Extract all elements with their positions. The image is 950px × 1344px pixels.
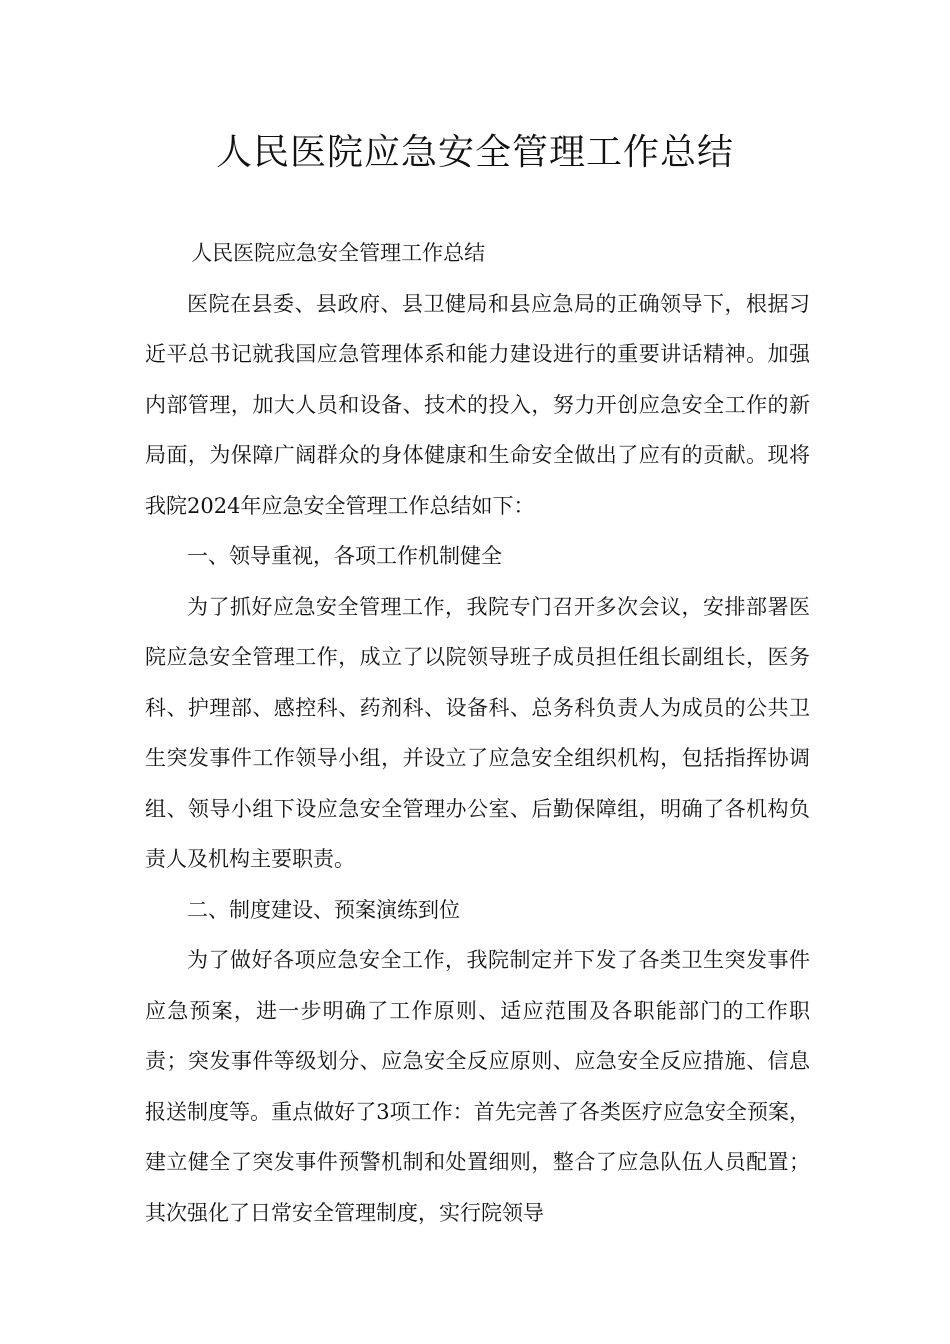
section-2-paragraph: 为了做好各项应急安全工作，我院制定并下发了各类卫生突发事件应急预案，进一步明确了工作原则、适应范围及各职能部门的工作职责；突发事件等级划分、应急安全反应原则、应急安全反应措施、信息报送制度等。重点做好了3项工作：首先完善了各类医疗应急安全预案，建立健全了突发事件预警机制和处置细则，整合了应急队伍人员配置；其次强化了日常安全管理制度，实行院领导 (145, 948, 810, 1225)
document-title: 人民医院应急安全管理工作总结 (215, 132, 734, 173)
section-heading-1: 一、领导重视，各项工作机制健全 (187, 544, 502, 568)
section-heading-2: 二、制度建设、预案演练到位 (187, 897, 460, 922)
document-body (145, 228, 810, 1238)
subtitle-paragraph: 人民医院应急安全管理工作总结 (191, 241, 486, 265)
intro-paragraph: 医院在县委、县政府、县卫健局和县应急局的正确领导下，根据习近平总书记就我国应急管理体系和能力建设进行的重要讲话精神。加强内部管理，加大人员和设备、技术的投入，努力开创应急安全工作的新局面，为保障广阔群众的身体健康和生命安全做出了应有的贡献。现将我院2024年应急安全管理工作总结如下： (145, 291, 810, 518)
section-1-paragraph: 为了抓好应急安全管理工作，我院专门召开多次会议，安排部署医院应急安全管理工作，成立了以院领导班子成员担任组长副组长，医务科、护理部、感控科、药剂科、设备科、总务科负责人为成员的公共卫生突发事件工作领导小组，并设立了应急安全组织机构，包括指挥协调组、领导小组下设应急安全管理办公室、后勤保障组，明确了各机构负责人及机构主要职责。 (145, 594, 810, 871)
